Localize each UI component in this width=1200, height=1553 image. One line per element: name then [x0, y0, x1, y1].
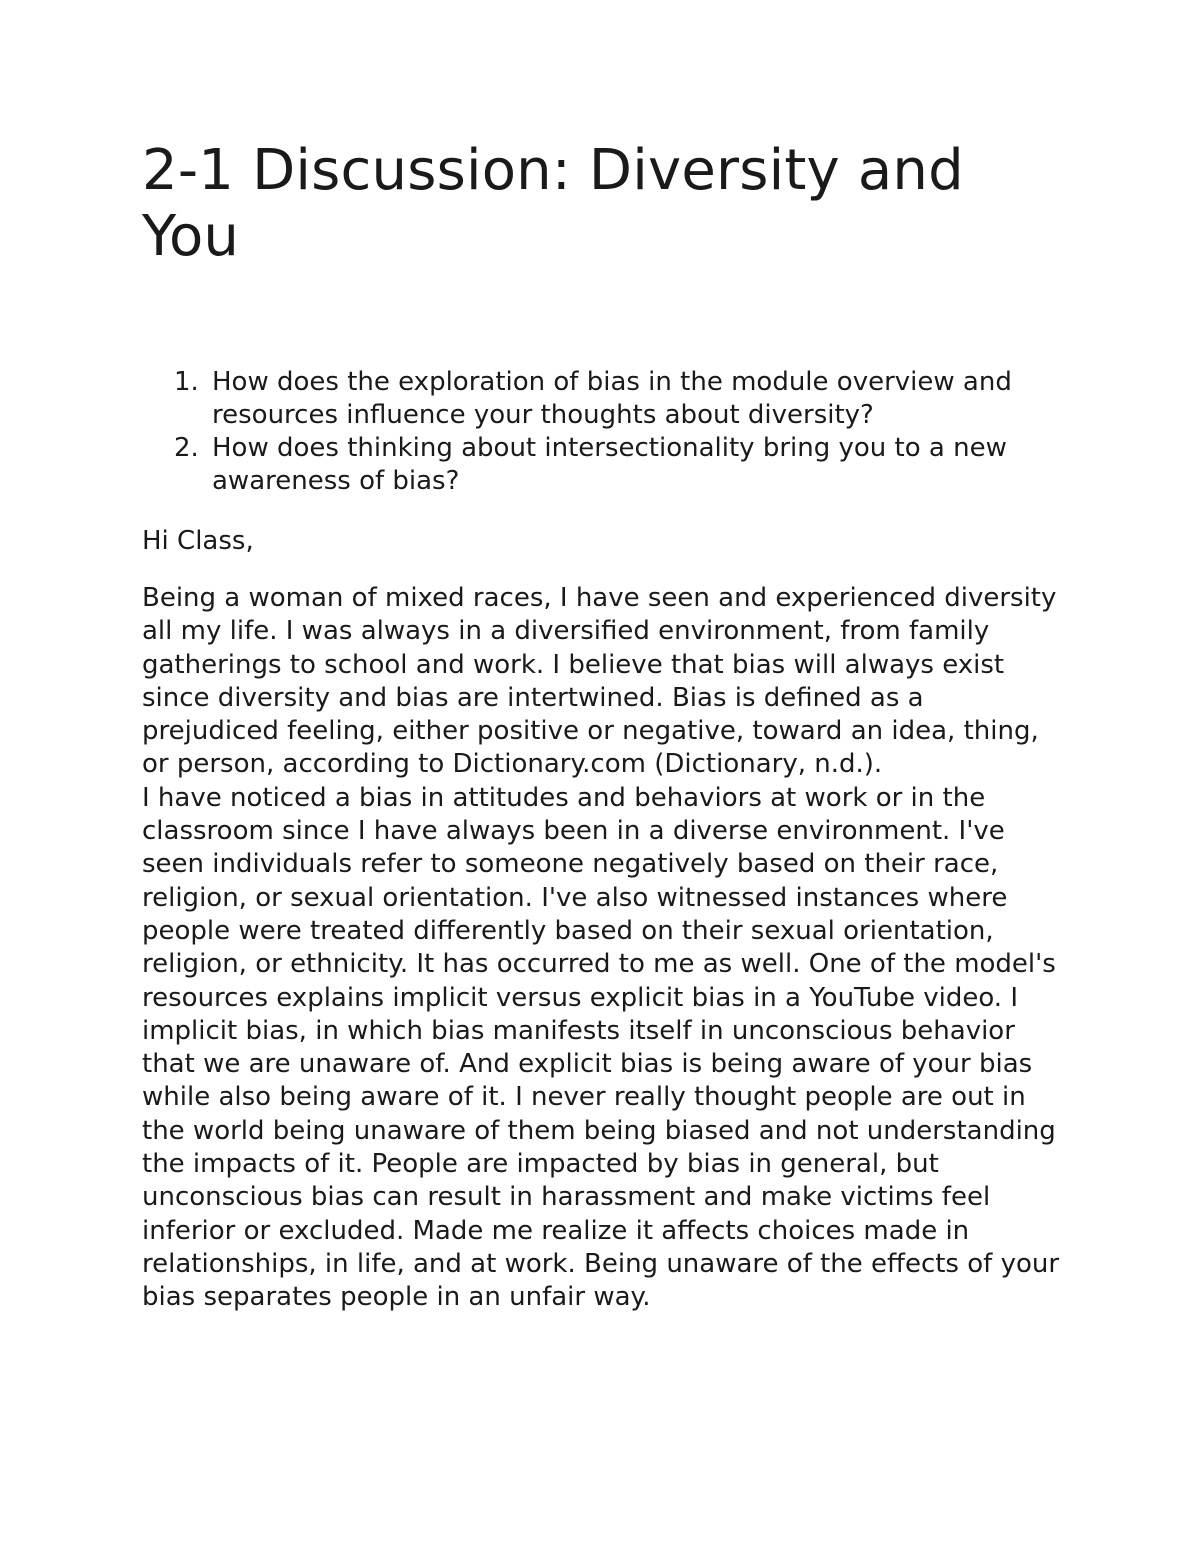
- discussion-questions: [142, 366, 1062, 498]
- response-paragraph: I have noticed a bias in attitudes and behaviors at work or in the classroom since I have always been in a diverse environment. I've seen individuals refer to someone negatively based on their race, religion, or sexual orientation. I've also witnessed instances where people were treated differently based on their sexual orientation, religion, or ethnicity. It has occurred to me as well. One of the model's resources explains implicit versus explicit bias in a YouTube video. I implicit bias, in which bias manifests itself in unconscious behavior that we are unaware of. And explicit bias is being aware of your bias while also being aware of it. I never really thought people are out in the world being unaware of them being biased and not understanding the impacts of it. People are impacted by bias in general, but unconscious bias can result in harassment and make victims feel inferior or excluded. Made me realize it affects choices made in relationships, in life, and at work. Being unaware of the effects of your bias separates people in an unfair way.: [142, 782, 1060, 1313]
- response-body: [142, 582, 1062, 1315]
- question-item: [174, 432, 1062, 498]
- response-paragraph: Being a woman of mixed races, I have seen and experienced diversity all my life. I was always in a diversified environment, from family gatherings to school and work. I believe that bias will always exist since diversity and bias are intertwined. Bias is defined as a prejudiced feeling, either positive or negative, toward an idea, thing, or person, according to Dictionary.com (Dictionary, n.d.).: [142, 583, 1057, 780]
- question-number: 2.: [174, 433, 199, 463]
- question-item: [174, 366, 1062, 432]
- question-number: 1.: [174, 367, 199, 397]
- document-title: 2-1 Discussion: Diversity and You: [142, 138, 964, 269]
- document-page: [142, 138, 1062, 1315]
- question-text: How does thinking about intersectionality bring you to a new awareness of bias?: [212, 433, 1007, 496]
- question-text: How does the exploration of bias in the module overview and resources influence your thoughts about diversity?: [212, 367, 1012, 430]
- greeting: Hi Class,: [142, 526, 254, 556]
